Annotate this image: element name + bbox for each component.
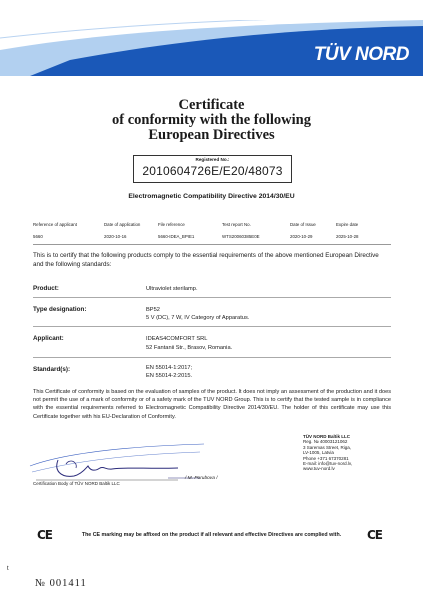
table-cell-issue-date: 2020-10-29	[290, 234, 313, 239]
section-divider	[33, 326, 391, 327]
section-divider	[33, 357, 391, 358]
applicant-address: 52 Fantanii Str., Brasov, Romania.	[146, 345, 233, 351]
registration-number: 2010604726E/E20/48073	[142, 164, 283, 178]
issuer-reg-number: Reg. № 40003121062	[303, 439, 348, 445]
table-cell-file-ref: 5660-IDEA_BPIE1	[158, 234, 195, 239]
signer-name: / M. Porubova /	[185, 476, 218, 481]
title-line-3: European Directives	[148, 127, 275, 143]
table-cell-expire-date: 2025-10-28	[336, 234, 359, 239]
issuer-website: www.tuv-nord.lv	[303, 466, 335, 472]
issuer-phone: Phone +371 67370281	[303, 455, 349, 461]
section-divider	[33, 297, 391, 298]
margin-mark: t	[7, 566, 9, 572]
type-designation-label: Type designation:	[33, 306, 87, 313]
table-header-reference: Reference of applicant	[33, 222, 77, 227]
tuv-nord-logo: TÜV NORD	[313, 44, 409, 65]
intro-text: This is to certify that the following products comply to the essential requirements of the above mentioned European Directive and the following standards:	[33, 252, 379, 268]
issuer-email: E-mail: info@tuv-nord.lv,	[303, 461, 352, 467]
type-designation-value: BP52	[146, 307, 160, 313]
ce-mark-icon: CE	[367, 528, 383, 542]
issuer-street: 3 Saremas Street, Riga,	[303, 444, 352, 450]
standard-2: EN 55014-2:2015.	[146, 373, 193, 379]
serial-number: № 001411	[35, 578, 87, 589]
table-divider	[33, 244, 391, 245]
title-line-1: Certificate	[178, 97, 245, 113]
standard-1: EN 55014-1:2017;	[146, 365, 193, 371]
table-cell-report: WTS20060385E0E	[222, 234, 260, 239]
product-value: Ultraviolet sterilamp.	[146, 286, 198, 292]
title-line-2: of conformity with the following	[112, 112, 311, 128]
standards-label: Standard(s):	[33, 366, 71, 373]
type-designation-rating: 5 V (DC), 7 W, IV Category of Apparatus.	[146, 315, 250, 321]
certificate-title	[0, 98, 423, 143]
table-header-report: Test report No.	[222, 222, 251, 227]
table-cell-reference: 5660	[33, 234, 43, 239]
directive-title: Electromagnetic Compatibility Directive 2014/30/EU	[128, 193, 295, 200]
ce-mark-icon: CE	[37, 528, 53, 542]
table-header-expire-date: Expire date	[336, 222, 359, 227]
product-label: Product:	[33, 285, 59, 292]
issuer-name: TÜV NORD Baltik LLC	[303, 434, 351, 439]
applicant-name: IDEAS4COMFORT SRL	[146, 336, 208, 342]
table-header-file-ref: File reference	[158, 222, 185, 227]
issuer-city: LV-1005, Latvia	[303, 450, 334, 456]
certificate-body-text: This Certificate of conformity is based on the evaluation of samples of the product. It does not imply an assessment of the production and it does not permit the use of a mark of conformity or of a safety mark of the TUV NORD Group. This is to certify that the tested sample is in compliance with the essential requirements referred to Electromagnetic Compatibility Directive 2014/30/EU. The holder of this certificate may use this Certificate together with his EU-Declaration of Conformity.	[33, 389, 391, 420]
table-header-issue-date: Date of Issue	[290, 222, 316, 227]
table-header-app-date: Date of application	[104, 222, 141, 227]
table-cell-app-date: 2020-10-16	[104, 234, 127, 239]
signature-caption: Certification Body of TÜV NORD Baltik LLC	[33, 481, 120, 486]
ce-marking-note: The CE marking may be affixed on the product if all relevant and effective Directives are complied with.	[81, 532, 342, 538]
registration-label: Registered No.:	[195, 157, 230, 162]
issuer-block	[303, 434, 413, 472]
applicant-label: Applicant:	[33, 335, 64, 342]
